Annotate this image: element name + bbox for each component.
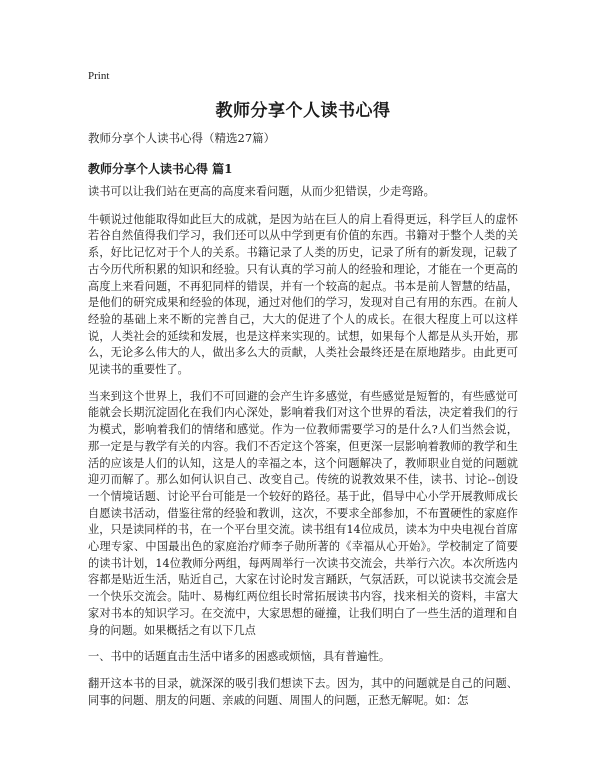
- section-heading: 教师分享个人读书心得 篇1: [88, 162, 233, 176]
- paragraph: 牛顿说过他能取得如此巨大的成就，是因为站在巨人的肩上看得更远，科学巨人的虚怀若谷自然值得我们学习，我们还可以从中学到更有价值的东西。书籍对于整个人类的关系，好比记忆对于个人的关系。书籍记录了人类的历史，记录了所有的新发现，记载了古今历代所积累的知识和经验。只有认真的学习前人的经验和理论，才能在一个更高的高度上来看问题，不再犯同样的错误，并有一个较高的起点。书本是前人智慧的结晶，是他们的研究成果和经验的体现，通过对他们的学习，发现对自己有用的东西。在前人经验的基础上来不断的完善自己，大大的促进了个人的成长。在很大程度上可以这样说，人类社会的延续和发展，也是这样来实现的。试想，如果每个人都是从头开始，那么，无论多么伟大的人，做出多么大的贡献，人类社会最终还是在原地踏步。由此更可见读书的重要性了。: [88, 212, 518, 377]
- paragraph: 读书可以让我们站在更高的高度来看问题，从而少犯错误，少走弯路。: [88, 185, 435, 198]
- page-title: 教师分享个人读书心得: [215, 101, 391, 121]
- paragraph: 翻开这本书的目录，就深深的吸引我们想读下去。因为，其中的问题就是自己的问题、同事的问题、朋友的问题、亲戚的问题、周围人的问题，正愁无解呢。如：怎: [88, 676, 518, 707]
- article-body: [88, 184, 518, 719]
- print-link[interactable]: Print: [88, 70, 110, 82]
- paragraph: 当来到这个世界上，我们不可回避的会产生许多感觉，有些感觉是短暂的，有些感觉可能就会长期沉淀固化在我们内心深处，影响着我们对这个世界的看法，决定着我们的行为模式，影响着我们的情绪和感觉。作为一位教师需要学习的是什么?人们当然会说，那一定是与教学有关的内容。我们不否定这个答案，但更深一层影响着教师的教学和生活的应该是人们的认知，这是人的幸福之本，这个问题解决了，教师职业自觉的问题就迎刃而解了。那么如何认识自己、改变自己。传统的说教效果不佳，读书、讨论--创设一个情境话题、讨论平台可能是一个较好的路径。基于此，倡导中心小学开展教师成长自愿读书活动，借鉴往常的经验和教训，这次，不要求全部参加，不布置硬性的家庭作业，只是读同样的书，在一个平台里交流。读书组有14位成员，读本为中央电视台首席心理专家、中国最出色的家庭治疗师李子勋所著的《幸福从心开始》。学校制定了简要的读书计划，14位教师分两组，每两周举行一次读书交流会，共举行六次。本次所选内容都是贴近生活，贴近自己，大家在讨论时发言踊跃，气氛活跃，可以说读书交流会是一个快乐交流会。陆叶、易梅红两位组长时常拓展读书内容，找来相关的资料，丰富大家对书本的知识学习。在交流中，大家思想的碰撞，让我们明白了一些生活的道理和自身的问题。如果概括之有以下几点: [88, 389, 518, 637]
- paragraph: 一、书中的话题直击生活中诸多的困惑或烦恼，具有普遍性。: [88, 650, 391, 664]
- document-subtitle: 教师分享个人读书心得（精选27篇）: [88, 131, 276, 145]
